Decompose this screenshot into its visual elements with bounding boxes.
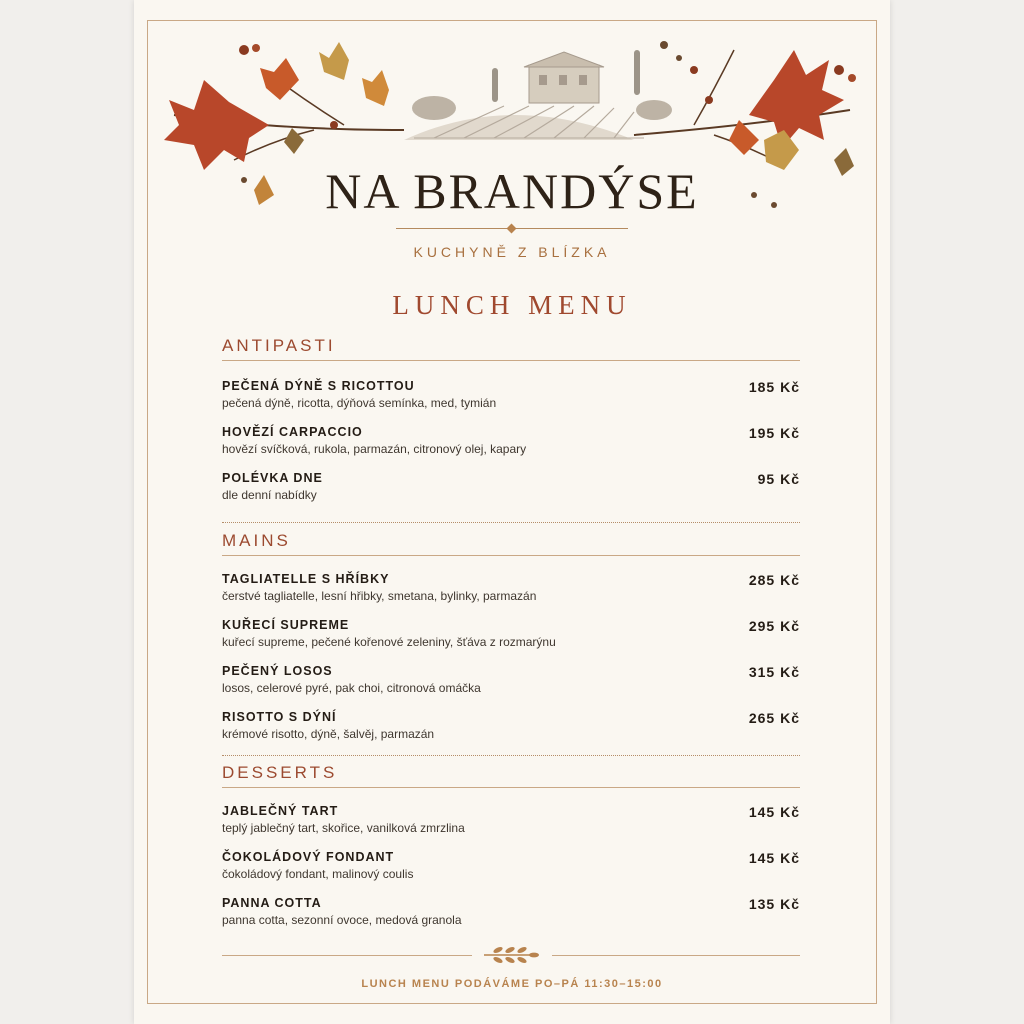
section-title: MAINS (222, 531, 800, 556)
item-price: 315 Kč (748, 664, 800, 680)
section-antipasti (222, 336, 800, 517)
item-price: 285 Kč (748, 572, 800, 588)
villa-landscape-illustration (404, 50, 672, 140)
menu-item (222, 572, 800, 618)
item-name: HOVĚZÍ CARPACCIO (222, 425, 363, 439)
menu-item (222, 804, 800, 850)
menu-item (222, 664, 800, 710)
item-name: PANNA COTTA (222, 896, 322, 910)
item-description: krémové risotto, dýně, šalvěj, parmazán (222, 727, 435, 741)
menu-item (222, 379, 800, 425)
item-description: hovězí svíčková, rukola, parmazán, citronový olej, kapary (222, 442, 527, 456)
item-price: 135 Kč (748, 896, 800, 912)
footer-rule-left (222, 955, 472, 956)
menu-item (222, 471, 800, 517)
menu-item (222, 710, 800, 756)
menu-item (222, 850, 800, 896)
item-price: 95 Kč (757, 471, 800, 487)
item-name: KUŘECÍ SUPREME (222, 618, 350, 632)
footer-note: LUNCH MENU PODÁVÁME PO–PÁ 11:30–15:00 (361, 978, 663, 990)
item-description: kuřecí supreme, pečené kořenové zeleniny, šťáva z rozmarýnu (222, 635, 556, 649)
menu-item (222, 618, 800, 664)
item-price: 185 Kč (748, 379, 800, 395)
item-description: teplý jablečný tart, skořice, vanilková zmrzlina (222, 821, 465, 835)
item-name: POLÉVKA DNE (222, 471, 323, 485)
item-price: 145 Kč (748, 850, 800, 866)
menu-page (134, 0, 890, 1024)
section-desserts (222, 763, 800, 942)
item-description: losos, celerové pyré, pak choi, citronová omáčka (222, 681, 481, 695)
item-description: čerstvé tagliatelle, lesní hřibky, smetana, bylinky, parmazán (222, 589, 537, 603)
restaurant-tagline: KUCHYNĚ Z BLÍZKA (413, 244, 611, 260)
section-mains (222, 531, 800, 756)
item-description: dle denní nabídky (222, 488, 317, 502)
item-price: 295 Kč (748, 618, 800, 634)
item-name: TAGLIATELLE S HŘÍBKY (222, 572, 390, 586)
section-title: ANTIPASTI (222, 336, 800, 361)
item-name: PEČENÝ LOSOS (222, 664, 333, 678)
section-title: DESSERTS (222, 763, 800, 788)
section-divider (222, 755, 800, 756)
section-divider (222, 522, 800, 523)
item-name: PEČENÁ DÝNĚ S RICOTTOU (222, 379, 415, 393)
menu-item (222, 896, 800, 942)
footer-rule-right (552, 955, 800, 956)
menu-item (222, 425, 800, 471)
item-name: ČOKOLÁDOVÝ FONDANT (222, 850, 395, 864)
item-price: 145 Kč (748, 804, 800, 820)
item-name: RISOTTO S DÝNÍ (222, 710, 337, 724)
wheat-sprig-icon (480, 943, 542, 967)
item-price: 195 Kč (748, 425, 800, 441)
restaurant-name: NA BRANDÝSE (325, 163, 699, 219)
item-price: 265 Kč (748, 710, 800, 726)
item-description: čokoládový fondant, malinový coulis (222, 867, 414, 881)
menu-title: LUNCH MENU (392, 290, 632, 320)
item-description: pečená dýně, ricotta, dýňová semínka, med, tymián (222, 396, 497, 410)
item-description: panna cotta, sezonní ovoce, medová granola (222, 913, 462, 927)
item-name: JABLEČNÝ TART (222, 804, 339, 818)
